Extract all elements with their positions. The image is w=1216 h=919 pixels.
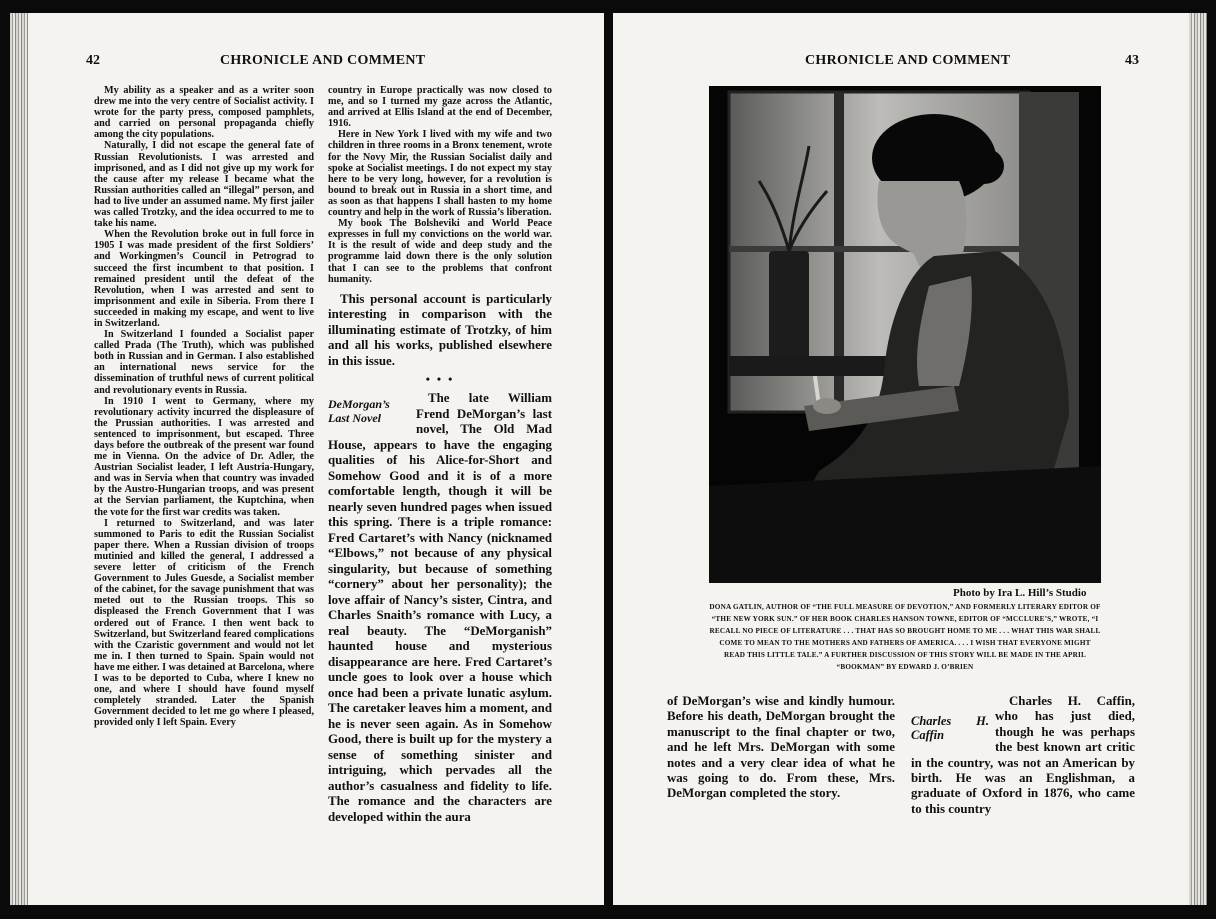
paragraph-text: Charles H. Caffin, who has just died, though he was perhaps the best known art critic in the country, was not an American by birth. He was an Englishman, a graduate of Oxford in 1876, who came to this country bbox=[911, 694, 1135, 816]
running-head: CHRONICLE AND COMMENT bbox=[220, 53, 426, 68]
side-heading: Charles H. Caffin bbox=[911, 714, 989, 742]
editorial-paragraph: This personal account is particularly interesting in comparison with the illuminating estimate of Trotzky, of him and all his works, published elsewhere in this issue. bbox=[328, 291, 552, 368]
portrait-illustration bbox=[709, 86, 1101, 583]
paragraph: country in Europe practically was now closed to me, and so I turned my gaze across the Atlantic, and arrived at Ellis Island at the end of December, 1916. bbox=[328, 85, 552, 130]
page-number: 43 bbox=[1125, 53, 1139, 68]
right-column-1 bbox=[667, 694, 895, 802]
photo-credit: Photo by Ira L. Hill’s Studio bbox=[953, 587, 1087, 599]
paragraph: In Switzerland I founded a Socialist paper called Prada (The Truth), which was published both in Russian and in German. I also established an international news service for the dissemination of truthful news of current political and revolutionary events in Russia. bbox=[94, 329, 314, 396]
portrait-photo bbox=[709, 86, 1101, 583]
paragraph: Here in New York I lived with my wife and two children in three rooms in a Bronx tenement, wrote for the Novy Mir, the Russian Socialist daily and spoke at Socialist meetings. I do not expect my stay here to be very long, however, for a revolution is bound to break out in Russia in a short time, and as soon as that happens I shall hasten to my home country and help in the work of Russia’s liberation. bbox=[328, 129, 552, 219]
page-edge bbox=[1189, 13, 1207, 905]
right-page bbox=[613, 13, 1207, 905]
paragraph bbox=[911, 694, 1135, 817]
page-edge bbox=[10, 13, 28, 905]
page-number: 42 bbox=[86, 53, 100, 68]
editorial-text: The late William Frend DeMorgan’s last novel, The Old Mad House, appears to have the engaging qualities of his Alice-for-Short and Somehow Good and it is of a more comfortable length, though it will be nearly seven hundred pages when issued this spring. There is a triple romance: Fred Cartaret’s with Nancy (nicknamed “Elbows,” not because of any physical singularity, but because of something “cornery” about her personality); the love affair of Nancy’s sister, Cintra, and Charles Snaith’s romance with Lucy, a real beauty. The “DeMorganish” haunted house and mysterious disappearance are here. Fred Cartaret’s uncle goes to look over a house which once had been a private lunatic asylum. The caretaker leaves him a moment, and he is never seen again. As in Somehow Good, there is built up for the mystery a sense of something sinister and intriguing, which pervades all the author’s casualness and fidelity to life. The romance and the characters are developed within the aura bbox=[328, 391, 552, 824]
paragraph: Naturally, I did not escape the general fate of Russian Revolutionists. I was arrested and imprisoned, and as I did not give up my work for the cause after my release I became what the Russian authorities called an “illegal” person, and had to live under an assumed name. My first jailer was called Trotzky, and the idea occurred to me to take his name. bbox=[94, 140, 314, 230]
side-heading: DeMorgan’s Last Novel bbox=[328, 397, 390, 426]
editorial-paragraph bbox=[328, 391, 552, 825]
paragraph: My ability as a speaker and as a writer soon drew me into the very centre of Socialist activity. I wrote for the party press, composed pamphlets, and carried on personal propaganda chiefly among the city populations. bbox=[94, 85, 314, 141]
paragraph: I returned to Switzerland, and was later summoned to Paris to edit the Russian Socialist paper there. When a Russian division of troops mutinied and killed the general, I addressed a severe letter of criticism of the French Government to Jules Guesde, a Socialist member of the cabinet, for the savage punishment that was meted out to the Russian troops. This so displeased the French Government that I was ordered out of France. I then went back to Switzerland, but Switzerland feared complications with the Czaristic government and would not let me in. I then turned to Spain. Spain would not have me either. I was detained at Barcelona, where I was to be deported to Cuba, where I knew no one, and where I should have found myself completely stranded. Later the Spanish Government decided to let me go where I pleased, provided only I left Spain. Every bbox=[94, 517, 314, 729]
paragraph: When the Revolution broke out in full force in 1905 I was made president of the first Soldiers’ and Workingmen’s Council in Petrograd to succeed the first incumbent to that position. I remained president until the defeat of the Revolution, when I was arrested and sent to imprisonment and exile in Siberia. From there I succeeded in making my escape, and went to live in Switzerland. bbox=[94, 229, 314, 329]
left-column-2 bbox=[328, 85, 552, 825]
left-column-1 bbox=[94, 85, 314, 728]
paragraph: In 1910 I went to Germany, where my revolutionary activity incurred the displeasure of the Prussian authorities. I was arrested and sentenced to imprisonment, but escaped. Three days before the outbreak of the present war found me in Vienna. On the advice of Dr. Adler, the Austrian Socialist leader, I left Austria-Hungary, and was in Servia when that country was invaded by the Austro-Hungarian troops, and was present at the Servian parliament, the Kuptchina, when the vote for the first war credits was taken. bbox=[94, 395, 314, 518]
paragraph: of DeMorgan’s wise and kindly humour. Before his death, DeMorgan brought the manuscript to the final chapter or two, and he left Mrs. DeMorgan with some notes and a very clear idea of what he was going to do. From these, Mrs. DeMorgan completed the story. bbox=[667, 694, 895, 801]
paragraph: My book The Bolsheviki and World Peace expresses in full my convictions on the world war. It is the result of wide and deep study and the programme laid down there is the only solution that I can see to the problems that confront humanity. bbox=[328, 218, 552, 285]
section-divider: • • • bbox=[425, 372, 455, 387]
left-page bbox=[10, 13, 604, 905]
photo-caption: DONA GATLIN, AUTHOR OF “THE FULL MEASURE OF DEVOTION,” AND FORMERLY LITERARY EDITOR OF “THE NEW YORK SUN.” OF HER BOOK CHARLES HANSON TOWNE, EDITOR OF “MCCLURE’S,” WROTE, “I RECALL NO PIECE OF LITERATURE . . . THAT HAS SO BROUGHT HOME TO ME . . . WHAT THIS WAR SHALL COME TO MEAN TO THE MOTHERS AND FATHERS OF AMERICA. . . . I WISH THAT EVERYONE MIGHT READ THIS LITTLE TALE.” A FURTHER DISCUSSION OF THIS STORY WILL BE MADE IN THE APRIL “BOOKMAN” BY EDWARD J. O’BRIEN bbox=[709, 603, 1101, 671]
running-head: CHRONICLE AND COMMENT bbox=[805, 53, 1011, 68]
editorial-block bbox=[328, 292, 552, 826]
right-column-2 bbox=[911, 694, 1135, 817]
